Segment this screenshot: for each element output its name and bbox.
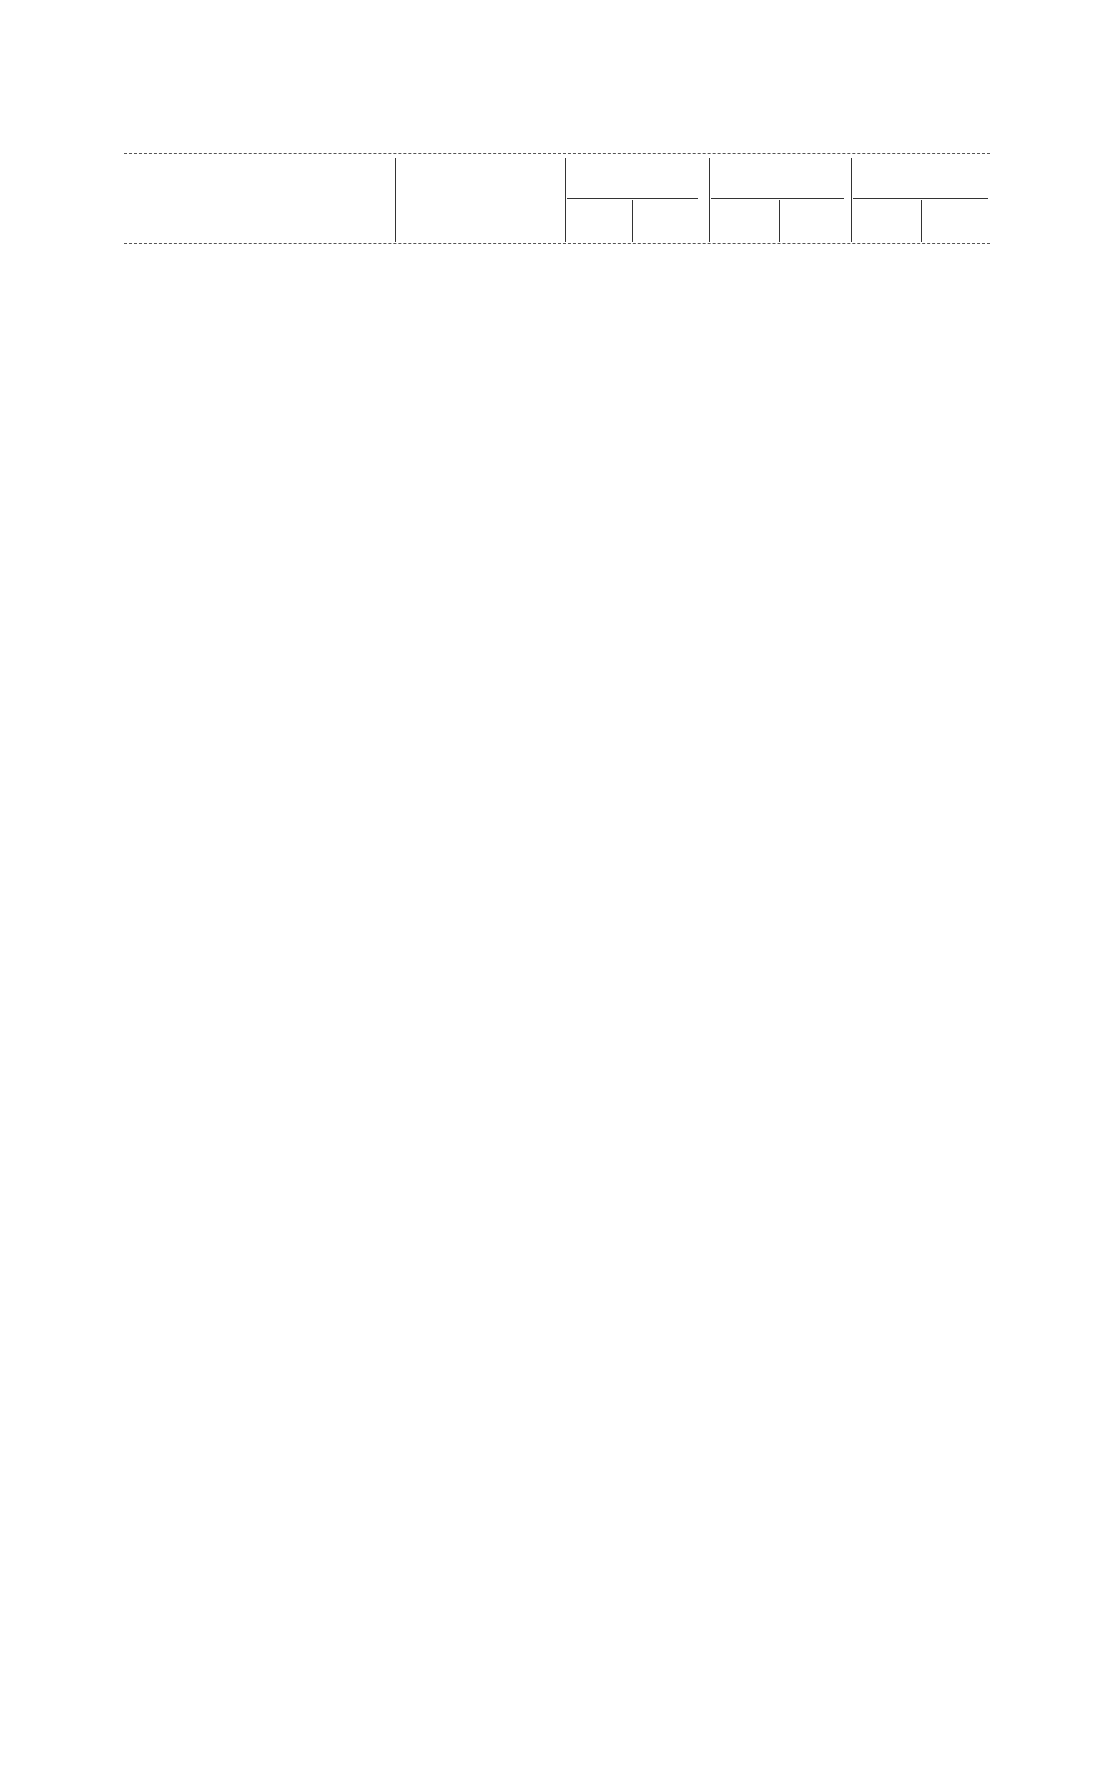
column-divider bbox=[632, 200, 633, 242]
column-divider bbox=[921, 200, 922, 242]
rule-line bbox=[711, 198, 844, 199]
column-divider bbox=[779, 200, 780, 242]
rule-line bbox=[124, 243, 990, 244]
column-divider bbox=[565, 158, 566, 242]
column-divider bbox=[395, 158, 396, 242]
rule-line bbox=[853, 198, 988, 199]
rule-line bbox=[567, 198, 698, 199]
column-divider bbox=[851, 158, 852, 242]
column-divider bbox=[709, 158, 710, 242]
rule-line bbox=[124, 153, 990, 154]
